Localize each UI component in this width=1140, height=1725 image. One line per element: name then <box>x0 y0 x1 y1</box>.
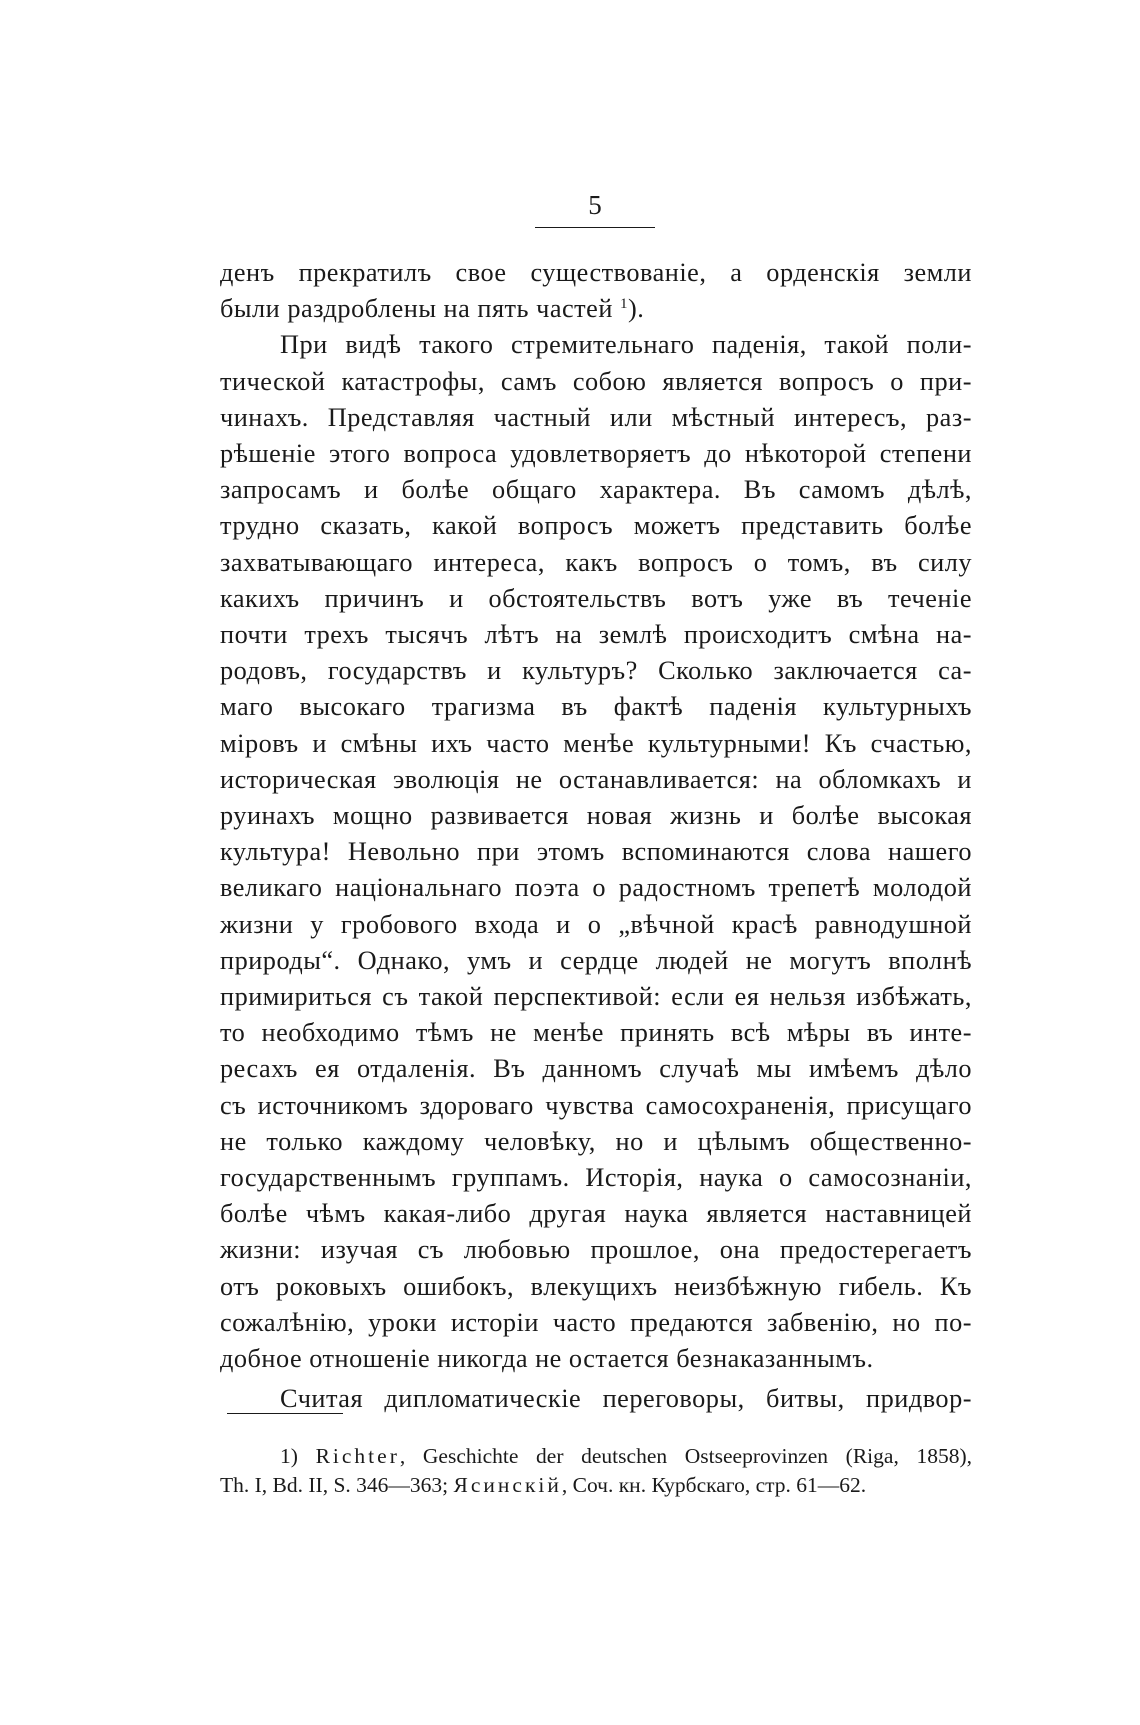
text-line: руинахъ мощно развивается новая жизнь и болѣе высокая <box>220 801 972 831</box>
footnote-author: Richter <box>315 1444 400 1468</box>
page-number: 5 <box>588 190 602 220</box>
text-line: природы“. Однако, умъ и сердце людей не могутъ вполнѣ <box>220 945 972 975</box>
footnote-line <box>220 1442 972 1471</box>
text-line: Считая дипломатическіе переговоры, битвы, придвор- <box>280 1384 972 1414</box>
text-line: культура! Невольно при этомъ вспоминаются слова нашего <box>220 837 972 867</box>
text-line <box>220 291 972 327</box>
text-line: отъ роковыхъ ошибокъ, влекущихъ неизбѣжную гибель. Къ <box>220 1271 972 1301</box>
footnote-reference[interactable]: 1 <box>620 296 628 313</box>
text-line: захватывающаго интереса, какъ вопросъ о томъ, въ силу <box>220 547 972 577</box>
text-line: тической катастрофы, самъ собою является вопросъ о при- <box>220 366 972 396</box>
footnote-separator <box>227 1413 343 1414</box>
footnote-text: , Соч. кн. Курбскаго, стр. 61—62. <box>561 1473 867 1497</box>
text-line: почти трехъ тысячъ лѣтъ на землѣ происходитъ смѣна на- <box>220 620 972 650</box>
page-number-rule <box>535 227 655 228</box>
text-line: великаго національнаго поэта о радостномъ трепетѣ молодой <box>220 873 972 903</box>
text-line-content: были раздроблены на пять частей <box>220 294 613 324</box>
footnote-line <box>220 1471 972 1500</box>
text-line: міровъ и смѣны ихъ часто менѣе культурными! Къ счастью, <box>220 728 972 758</box>
text-line: чинахъ. Представляя частный или мѣстный интересъ, раз- <box>220 402 972 432</box>
text-line: рѣшеніе этого вопроса удовлетворяетъ до нѣкоторой степени <box>220 439 972 469</box>
text-line: запросамъ и болѣе общаго характера. Въ самомъ дѣлѣ, <box>220 475 972 505</box>
body-text <box>220 255 972 1418</box>
footnote-marker: 1) <box>280 1444 298 1468</box>
text-line: жизни: изучая съ любовью прошлое, она предостерегаетъ <box>220 1235 972 1265</box>
text-line: добное отношеніе никогда не остается безнаказаннымъ. <box>220 1344 874 1374</box>
text-line: денъ прекратилъ свое существованіе, а орденскія земли <box>220 258 972 287</box>
footnote-author: Ясинскій <box>453 1473 562 1497</box>
text-line: жизни у гробового входа и о „вѣчной красѣ равнодушной <box>220 909 972 939</box>
text-line: историческая эволюція не останавливается: на обломкахъ и <box>220 764 972 794</box>
text-line: съ источникомъ здороваго чувства самосохраненія, присущаго <box>220 1090 972 1120</box>
footnote-reference-close: ). <box>628 294 645 324</box>
text-line: государственнымъ группамъ. Исторія, наука о самосознаніи, <box>220 1163 972 1193</box>
text-line: маго высокаго трагизма въ фактѣ паденія культурныхъ <box>220 692 972 722</box>
text-line: ресахъ ея отдаленія. Въ данномъ случаѣ мы имѣемъ дѣло <box>220 1054 972 1084</box>
footnote-text: , Geschichte der deutschen Ostseeprovinzen (Riga, 1858), <box>399 1444 973 1468</box>
footnote <box>220 1442 972 1500</box>
text-line: трудно сказать, какой вопросъ можетъ представить болѣе <box>220 511 972 541</box>
text-line: При видѣ такого стремительнаго паденія, такой поли- <box>280 330 972 360</box>
text-line: родовъ, государствъ и культуръ? Сколько заключается са- <box>220 656 972 686</box>
text-line: сожалѣнію, уроки исторіи часто предаются забвенію, но по- <box>220 1307 972 1337</box>
text-line: не только каждому человѣку, но и цѣлымъ общественно- <box>220 1126 972 1156</box>
text-line: какихъ причинъ и обстоятельствъ вотъ уже въ теченіе <box>220 583 972 613</box>
text-line: то необходимо тѣмъ не менѣе принять всѣ мѣры въ инте- <box>220 1018 972 1048</box>
footnote-text: Th. I, Bd. II, S. 346—363; <box>220 1473 449 1497</box>
text-line: примириться съ такой перспективой: если ея нельзя избѣжать, <box>220 982 972 1012</box>
text-line: болѣе чѣмъ какая-либо другая наука является наставницей <box>220 1199 972 1229</box>
